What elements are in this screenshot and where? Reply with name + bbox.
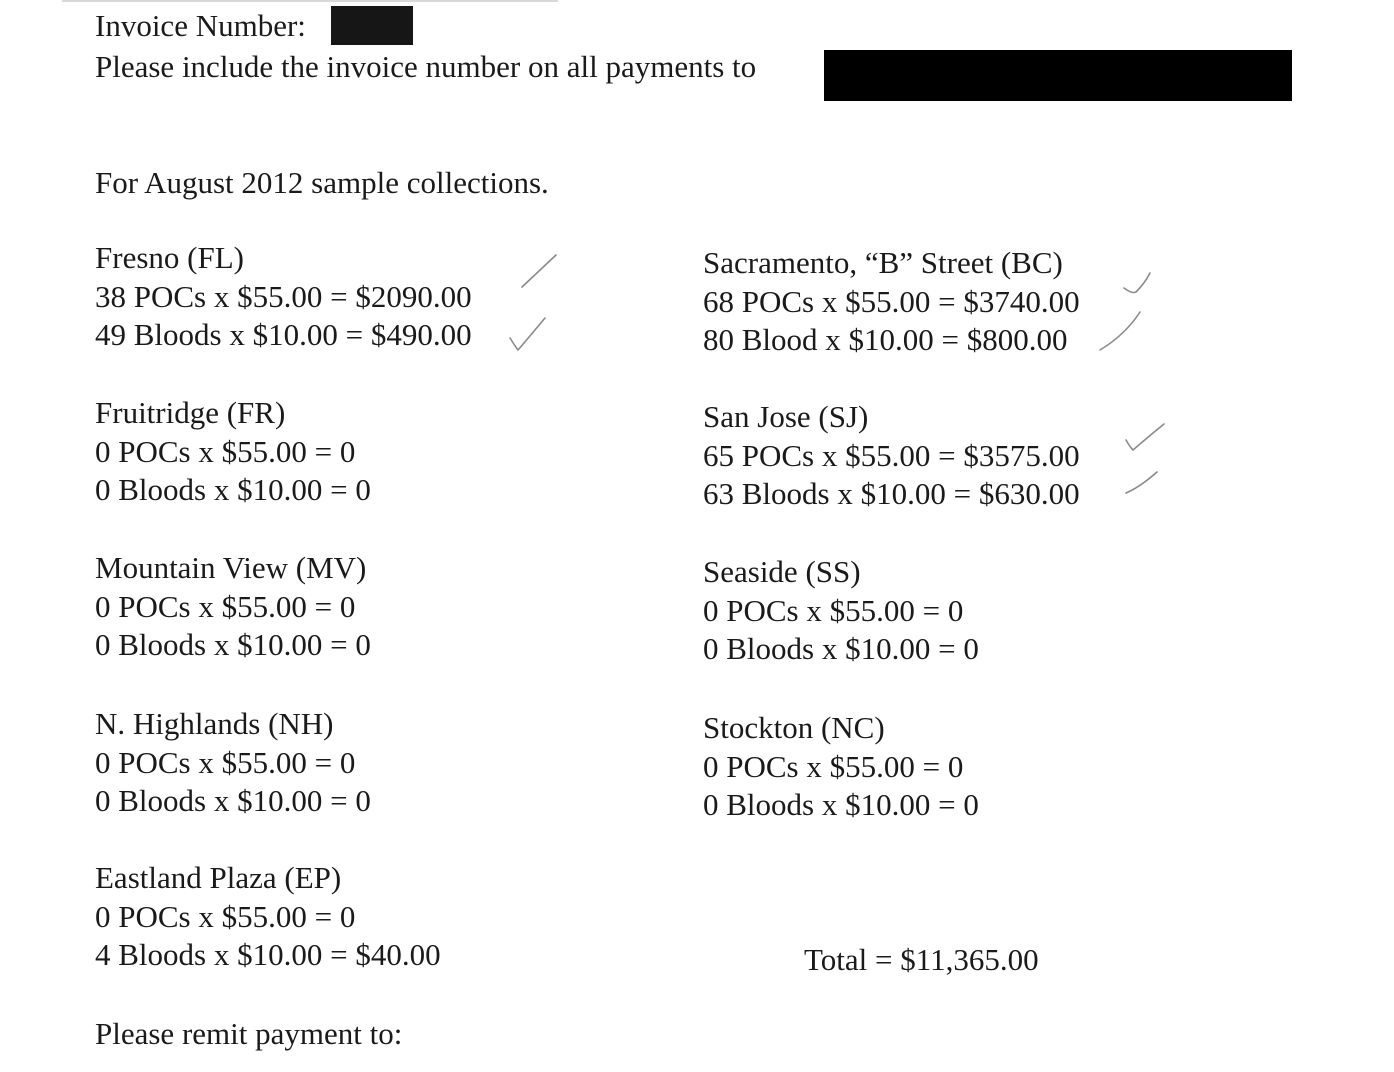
location-name: San Jose (SJ): [703, 399, 869, 434]
location-san-jose: [703, 398, 1303, 514]
location-name: Stockton (NC): [703, 710, 885, 745]
invoice-number-label: Invoice Number:: [95, 8, 306, 43]
remit-text: Please remit payment to:: [95, 1016, 403, 1051]
location-stockton: [703, 709, 1303, 825]
location-seaside: [703, 553, 1303, 669]
blood-line: 80 Blood x $10.00 = $800.00: [703, 322, 1068, 357]
blood-line: 0 Bloods x $10.00 = 0: [703, 787, 979, 822]
poc-line: 0 POCs x $55.00 = 0: [703, 748, 964, 784]
poc-line: 65 POCs x $55.00 = $3575.00: [703, 437, 1080, 473]
location-name: Sacramento, “B” Street (BC): [703, 245, 1063, 280]
location-name: Seaside (SS): [703, 554, 861, 589]
location-n-highlands: [95, 705, 695, 821]
location-name: Fresno (FL): [95, 240, 244, 275]
location-name: Fruitridge (FR): [95, 395, 286, 430]
blood-line: 0 Bloods x $10.00 = 0: [95, 472, 371, 507]
location-sacramento: [703, 244, 1303, 360]
poc-line: 38 POCs x $55.00 = $2090.00: [95, 278, 472, 314]
blood-line: 63 Bloods x $10.00 = $630.00: [703, 476, 1080, 511]
redacted-payee: [824, 50, 1292, 101]
poc-line: 0 POCs x $55.00 = 0: [95, 588, 356, 624]
scan-edge-line: [62, 0, 558, 2]
location-fruitridge: [95, 394, 695, 510]
poc-line: 0 POCs x $55.00 = 0: [95, 433, 356, 469]
poc-line: 0 POCs x $55.00 = 0: [95, 898, 356, 934]
poc-line: 0 POCs x $55.00 = 0: [703, 592, 964, 628]
location-name: Eastland Plaza (EP): [95, 860, 342, 895]
blood-line: 49 Bloods x $10.00 = $490.00: [95, 317, 472, 352]
invoice-total: Total = $11,365.00: [804, 942, 1039, 977]
poc-line: 0 POCs x $55.00 = 0: [95, 744, 356, 780]
payment-note: Please include the invoice number on all payments to: [95, 49, 757, 84]
blood-line: 0 Bloods x $10.00 = 0: [95, 627, 371, 662]
blood-line: 4 Bloods x $10.00 = $40.00: [95, 937, 441, 972]
redacted-invoice-number: [331, 6, 413, 45]
poc-line: 68 POCs x $55.00 = $3740.00: [703, 283, 1080, 319]
period-text: For August 2012 sample collections.: [95, 165, 549, 200]
location-fresno: [95, 239, 695, 355]
location-name: N. Highlands (NH): [95, 706, 334, 741]
blood-line: 0 Bloods x $10.00 = 0: [703, 631, 979, 666]
location-name: Mountain View (MV): [95, 550, 367, 585]
blood-line: 0 Bloods x $10.00 = 0: [95, 783, 371, 818]
location-eastland-plaza: [95, 859, 695, 975]
location-mountain-view: [95, 549, 695, 665]
